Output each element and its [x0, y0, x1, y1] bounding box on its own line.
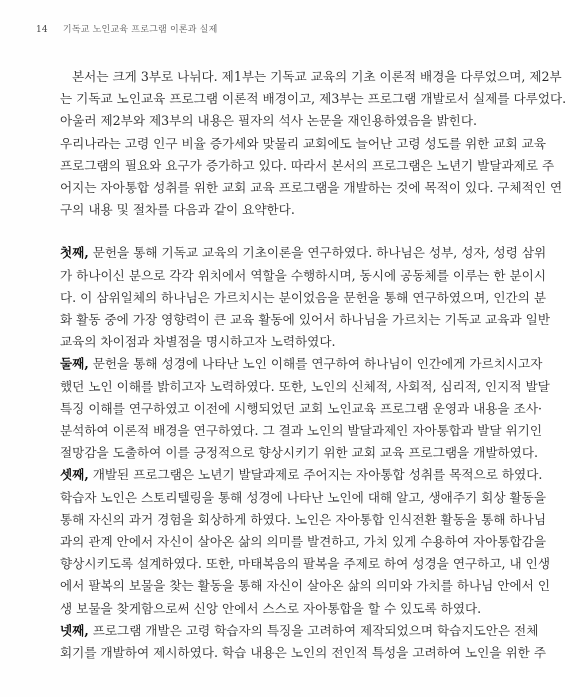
running-title: 기독교 노인교육 프로그램 이론과 실제 — [62, 25, 218, 35]
text-line: 는 기독교 노인교육 프로그램 이론적 배경이고, 제3부는 프로그램 개발로서 실제를 다루었다. — [60, 91, 566, 107]
text-line: 절망감을 도출하여 이를 긍정적으로 향상시키기 위한 교회 교육 프로그램을 개발하였다. — [60, 445, 538, 461]
point-line-rest: 개발된 프로그램은 노년기 발달과제로 주어지는 자아통합 성취를 목적으로 하였다. — [88, 467, 543, 483]
point-line-rest: 문헌을 통해 성경에 나타난 노인 이해를 연구하여 하나님이 인간에게 가르치시고자 — [88, 356, 543, 372]
body-text — [60, 66, 566, 664]
point-lead: 첫째, — [60, 245, 89, 261]
text-line: 학습자 노인은 스토리텔링을 통해 성경에 나타난 노인에 대해 알고, 생애주기 회상 활동을 — [60, 489, 546, 505]
text-line: 특징 이해를 연구하였고 이전에 시행되었던 교회 노인교육 프로그램 운영과 내용을 조사· — [60, 400, 542, 416]
text-line: 아울러 제2부와 제3부의 내용은 필자의 석사 논문을 재인용하였음을 밝힌다. — [60, 113, 478, 129]
text-line: 했던 노인 이해를 밝히고자 노력하였다. 또한, 노인의 신체적, 사회적, 심리적, 인지적 발달 — [60, 378, 550, 394]
point-fourth — [60, 620, 546, 664]
running-header — [36, 22, 217, 35]
point-third — [60, 464, 551, 619]
page-number: 14 — [36, 25, 48, 35]
point-lead: 둘째, — [60, 356, 89, 372]
text-line: 화 활동 중에 가장 영향력이 큰 교육 활동에 있어서 하나님을 가르치는 기독교 교육과 일반 — [60, 312, 551, 328]
point-line-rest: 프로그램 개발은 고령 학습자의 특징을 고려하여 제작되었으며 학습지도안은 전체 — [88, 622, 539, 638]
point-lead: 넷째, — [60, 622, 89, 638]
text-line — [60, 353, 543, 375]
text-line: 우리나라는 고령 인구 비율 증가세와 맞물리 교회에도 늘어난 고령 성도를 위한 교회 교육 — [60, 135, 546, 151]
text-line — [60, 620, 539, 642]
text-line — [60, 464, 543, 486]
text-line: 과의 관계 안에서 자신이 살아온 삶의 의미를 발견하고, 가치 있게 수용하여 자아통합감을 — [60, 534, 546, 550]
text-line — [60, 242, 547, 264]
text-line: 가 하나이신 분으로 각각 위치에서 역할을 수행하시며, 동시에 공동체를 이루는 한 분이시 — [60, 267, 546, 283]
text-line: 교육의 차이점과 차별점을 명시하고자 노력하였다. — [60, 334, 336, 350]
text-line: 회기를 개발하여 제시하였다. 학습 내용은 노인의 전인적 특성을 고려하여 노인을 위한 주 — [60, 645, 546, 661]
text-line: 생 보물을 찾게함으로써 신앙 안에서 스스로 자아통합을 할 수 있도록 하였다. — [60, 600, 482, 616]
text-line: 본서는 크게 3부로 나뉘다. 제1부는 기독교 교육의 기초 이론적 배경을 다루었으며, 제2부 — [72, 69, 562, 84]
text-line: 에서 팔복의 보물을 찾는 활동을 통해 자신이 살아온 삶의 의미와 가치를 하나님 안에서 인 — [60, 578, 551, 594]
purpose-paragraph — [60, 133, 563, 222]
text-line: 향상시키도록 설계하였다. 또한, 마태복음의 팔복을 주제로 하여 성경을 연구하고, 내 인생 — [60, 556, 551, 572]
paragraph-gap — [60, 221, 462, 242]
point-first — [60, 242, 551, 353]
intro-paragraph — [60, 66, 566, 133]
text-line: 프로그램의 필요와 요구가 증가하고 있다. 따라서 본서의 프로그램은 노년기 발달과제로 주 — [60, 157, 555, 173]
text-line: 다. 이 삼위일체의 하나님은 가르치시는 분이었음을 문헌을 통해 연구하였으며, 인간의 분 — [60, 289, 546, 305]
text-line: 분석하여 이론적 배경을 연구하였다. 그 결과 노인의 발달과제인 자아통합과 발달 위기인 — [60, 423, 542, 439]
text-line: 통해 자신의 과거 경험을 회상하게 하였다. 노인은 자아통합 인식전환 활동을 통해 하나님 — [60, 511, 546, 527]
text-line: 구의 내용 및 절차를 다음과 같이 요약한다. — [60, 202, 295, 218]
text-line: 어지는 자아통합 성취를 위한 교회 교육 프로그램을 개발하는 것에 목적이 있다. 구체적인 연 — [60, 180, 563, 196]
point-lead: 셋째, — [60, 467, 89, 483]
point-line-rest: 문헌을 통해 기독교 교육의 기초이론을 연구하였다. 하나님은 성부, 성자, 성령 삼위 — [88, 245, 547, 261]
point-second — [60, 353, 550, 464]
